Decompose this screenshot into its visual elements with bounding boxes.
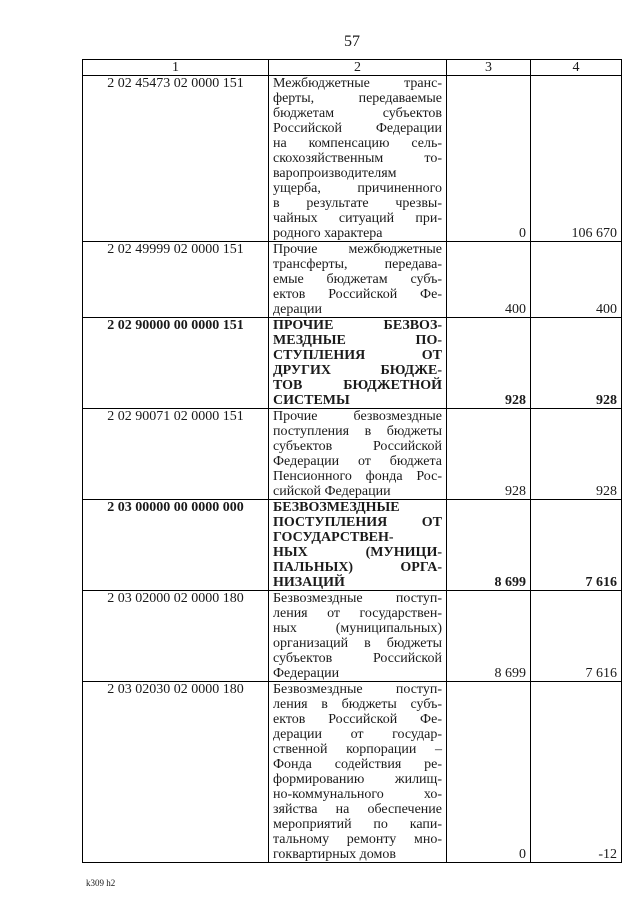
column-4-value: 928 [596,393,617,408]
column-3-cell [447,409,531,499]
description-line: дерации от государ- [273,727,442,742]
description-line: НЫХ (МУНИЦИ- [273,545,442,560]
description-line: мероприятий по капи- [273,817,442,832]
description-line: Фонда содействия ре- [273,757,442,772]
column-4-cell [531,242,621,317]
budget-code-cell: 2 03 02030 02 0000 180 [83,682,269,862]
description-line: Прочие межбюджетные [273,242,442,257]
description-line: субъектов Российской [273,651,442,666]
description-line: ных (муниципальных) [273,621,442,636]
description-line: ления в бюджеты субъ- [273,697,442,712]
description-line: Российской Федерации [273,121,442,136]
budget-code-cell: 2 02 90000 00 0000 151 [83,318,269,408]
description-cell [269,591,447,681]
description-line: Федерации [273,666,340,681]
column-4-cell [531,500,621,590]
column-number-1: 1 [83,60,269,75]
table-row [83,242,621,318]
column-3-value: 8 699 [494,666,526,681]
budget-code-cell: 2 02 45473 02 0000 151 [83,76,269,241]
column-4-cell [531,591,621,681]
column-3-value: 0 [519,226,526,241]
column-4-value: 7 616 [585,666,617,681]
description-line: СТУПЛЕНИЯ ОТ [273,348,442,363]
column-number-2: 2 [269,60,447,75]
column-3-value: 8 699 [494,575,526,590]
description-cell [269,318,447,408]
column-3-value: 0 [519,847,526,862]
column-3-cell [447,682,531,862]
description-line: дерации [273,302,323,317]
column-4-value: 400 [596,302,617,317]
table-row [83,76,621,242]
description-cell [269,76,447,241]
description-line: субъектов Российской [273,439,442,454]
column-4-value: -12 [598,847,617,862]
column-3-value: 400 [505,302,526,317]
description-line: НИЗАЦИЙ [273,575,345,590]
column-3-cell [447,76,531,241]
column-3-value: 928 [505,393,526,408]
description-line: организаций в бюджеты [273,636,442,651]
column-4-cell [531,682,621,862]
table-row [83,318,621,409]
description-line: ферты, передаваемые [273,91,442,106]
description-line: ектов Российской Фе- [273,712,442,727]
description-line: ПАЛЬНЫХ) ОРГА- [273,560,442,575]
description-line: Федерации от бюджета [273,454,442,469]
description-line: емые бюджетам субъ- [273,272,442,287]
description-line: сийской Федерации [273,484,391,499]
budget-table [82,59,622,863]
column-3-value: 928 [505,484,526,499]
description-line: Межбюджетные транс- [273,76,442,91]
description-line: зяйства на обеспечение [273,802,442,817]
budget-code-cell: 2 03 02000 02 0000 180 [83,591,269,681]
description-cell [269,682,447,862]
column-number-4: 4 [572,60,580,75]
description-line: варопроизводителям [273,166,397,181]
description-line: бюджетам субъектов [273,106,442,121]
table-row [83,500,621,591]
description-line: ственной корпорации – [273,742,442,757]
description-line: формированию жилищ- [273,772,442,787]
description-line: ПРОЧИЕ БЕЗВОЗ- [273,318,442,333]
description-line: ГОСУДАРСТВЕН- [273,530,394,545]
budget-code-cell: 2 02 90071 02 0000 151 [83,409,269,499]
column-4-value: 7 616 [585,575,617,590]
description-cell [269,242,447,317]
description-line: трансферты, передава- [273,257,442,272]
column-4-cell [531,318,621,408]
column-3-cell [447,591,531,681]
description-line: БЕЗВОЗМЕЗДНЫЕ [273,500,400,515]
description-line: ления от государствен- [273,606,442,621]
description-line: Прочие безвозмездные [273,409,442,424]
description-line: поступления в бюджеты [273,424,442,439]
description-cell [269,409,447,499]
description-line: тальному ремонту мно- [273,832,442,847]
description-line: ущерба, причиненного [273,181,442,196]
description-line: СИСТЕМЫ [273,393,350,408]
budget-code-cell: 2 03 00000 00 0000 000 [83,500,269,590]
table-header-row [83,60,621,76]
description-line: скохозяйственным то- [273,151,442,166]
column-3-cell [447,318,531,408]
column-4-value: 106 670 [571,226,617,241]
description-line: гоквартирных домов [273,847,396,862]
column-number-3: 3 [447,60,531,75]
description-line: родного характера [273,226,383,241]
description-line: ТОВ БЮДЖЕТНОЙ [273,378,442,393]
description-line: Безвозмездные поступ- [273,591,442,606]
description-line: МЕЗДНЫЕ ПО- [273,333,442,348]
column-3-cell [447,500,531,590]
description-line: ДРУГИХ БЮДЖЕ- [273,363,442,378]
budget-code-cell: 2 02 49999 02 0000 151 [83,242,269,317]
document-code: k309 h2 [86,878,116,888]
table-row [83,591,621,682]
description-line: но-коммунального хо- [273,787,442,802]
description-cell [269,500,447,590]
column-4-cell [531,409,621,499]
description-line: в результате чрезвы- [273,196,442,211]
description-line: Пенсионного фонда Рос- [273,469,442,484]
table-row [83,409,621,500]
column-4-cell [531,76,621,241]
column-3-cell [447,242,531,317]
description-line: чайных ситуаций при- [273,211,442,226]
table-row [83,682,621,862]
column-4-value: 928 [596,484,617,499]
page-number: 57 [344,33,360,50]
description-line: ПОСТУПЛЕНИЯ ОТ [273,515,442,530]
description-line: Безвозмездные поступ- [273,682,442,697]
description-line: на компенсацию сель- [273,136,442,151]
description-line: ектов Российской Фе- [273,287,442,302]
